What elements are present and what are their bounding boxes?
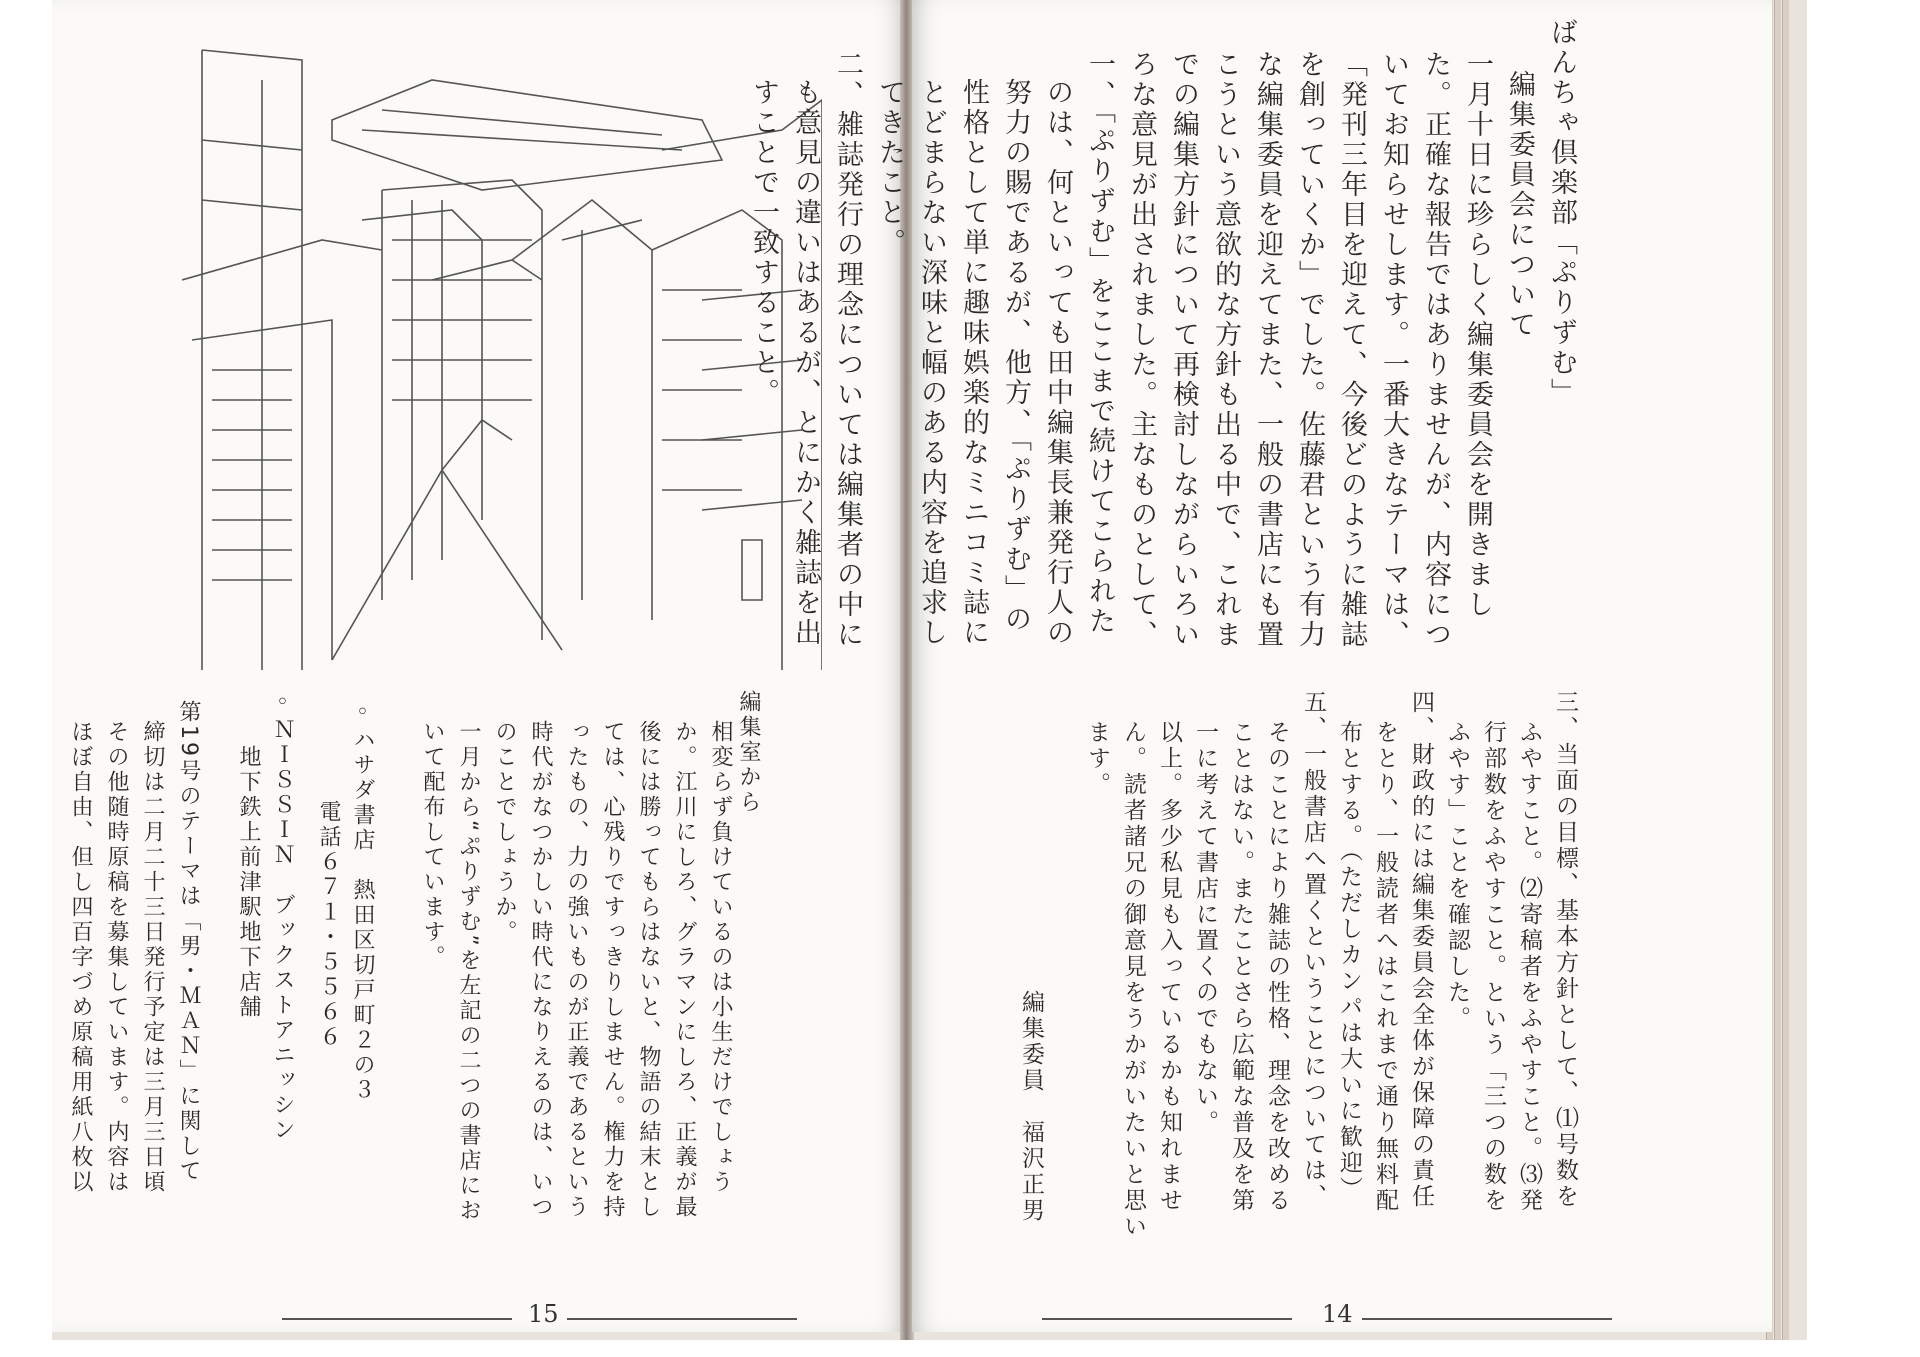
editor-note-column: ては、心残りですっきりしません。権力を持	[600, 720, 625, 1220]
article-column: 性格として単に趣味娯楽的なミニコミ誌に	[958, 78, 989, 648]
editor-note-column: 時代がなつかしい時代になりえるのは、いつ	[528, 720, 553, 1220]
article-column: ふやす」ことを確認した。	[1444, 720, 1470, 1032]
article-column: こうという意欲的な方針も出る中で、これま	[1210, 50, 1241, 650]
article-column: 「発刊三年目を迎えて、今後どのように雑誌	[1336, 50, 1367, 650]
page-number: 14	[1322, 1300, 1353, 1328]
footer-rule	[282, 1318, 512, 1320]
page-edge	[1774, 0, 1781, 1340]
footer-rule	[1362, 1318, 1612, 1320]
bookstore-phone: 電話６７１・５５６６	[316, 800, 341, 1050]
article-column: とどまらない深味と幅のある内容を追求し	[916, 78, 947, 648]
article-column: 一に考えて書店に置くのでもない。	[1192, 720, 1218, 1136]
article-column: すことで一致すること。	[748, 78, 779, 408]
call-for-manuscripts-column: 締切は二月二十三日発行予定は三月三日頃	[140, 720, 165, 1195]
call-for-manuscripts-column: ほぼ自由、但し四百字づめ原稿用紙八枚以	[68, 720, 93, 1195]
article-column: ます。	[1084, 720, 1110, 798]
article-column: 布とする。（ただしカンパは大いに歓迎）	[1336, 720, 1362, 1203]
street-sketch-illustration	[182, 40, 822, 670]
call-for-manuscripts-column: その他随時原稿を募集しています。内容は	[104, 720, 129, 1195]
article-column: ことはない。またことさら広範な普及を第	[1228, 720, 1254, 1214]
article-column: をとり、一般読者へはこれまで通り無料配	[1372, 720, 1398, 1214]
article-column: 五、一般書店へ置くということについては、	[1300, 690, 1326, 1210]
call-for-manuscripts-column: 第19号のテーマは「男・ＭＡＮ」に関して	[176, 700, 201, 1184]
page-number: 15	[528, 1300, 559, 1328]
article-column: 努力の賜であるが、他方、「ぷりずむ」の	[1000, 78, 1031, 635]
footer-rule	[567, 1318, 797, 1320]
article-column: での編集方針について再検討しながらいろい	[1168, 50, 1199, 650]
footer-rule	[1042, 1318, 1292, 1320]
editor-note-column: 相変らず負けているのは小生だけでしょう	[708, 720, 733, 1195]
article-column: を創っていくか」でした。佐藤君という有力	[1294, 50, 1325, 650]
article-column: な編集委員を迎えてまた、一般の書店にも置	[1252, 50, 1283, 650]
editor-note-column: か。江川にしろ、グラマンにしろ、正義が最	[672, 720, 697, 1220]
article-column: ふやすこと。⑵寄稿者をふやすこと。⑶発	[1516, 720, 1542, 1214]
editor-note-column: ったもの、力の強いものが正義であるという	[564, 720, 589, 1220]
article-column: 行部数をふやすこと。という「三つの数を	[1480, 720, 1506, 1214]
editor-note-column: 編集室から	[736, 690, 761, 815]
article-column: 四、財政的には編集委員会全体が保障の責任	[1408, 690, 1434, 1210]
article-column: 三、当面の目標、基本方針として、⑴号数を	[1552, 690, 1578, 1210]
bookstore-listing: ◦ハサダ書店 熱田区切戸町２の３	[350, 700, 375, 1103]
author-signature: 編集委員 福沢正男	[1018, 990, 1044, 1224]
article-column: ろな意見が出されました。主なものとして、	[1126, 50, 1157, 650]
article-subtitle: 編集委員会について	[1504, 70, 1535, 340]
article-column: も意見の違いはあるが、とにかく雑誌を出	[790, 78, 821, 648]
article-column: た。正確な報告ではありませんが、内容につ	[1420, 50, 1451, 650]
article-column: 以上。多少私見も入っているかも知れませ	[1156, 720, 1182, 1214]
article-column: いてお知らせします。一番大きなテーマは、	[1378, 50, 1409, 650]
article-column: 一月十日に珍らしく編集委員会を開きまし	[1462, 50, 1493, 620]
article-column: ん。読者諸兄の御意見をうかがいたいと思い	[1120, 720, 1146, 1240]
article-title: ばんちゃ倶楽部「ぷりずむ」	[1546, 18, 1577, 408]
editor-note-column: いて配布しています。	[420, 720, 445, 970]
article-column: 二、雑誌発行の理念については編集者の中に	[832, 50, 863, 650]
bookstore-listing: ◦ＮＩＳＳＩＮ ブックストアニッシン	[270, 690, 295, 1143]
article-column: てきたこと。	[874, 78, 905, 258]
bookstore-address: 地下鉄上前津駅地下店舗	[236, 745, 261, 1020]
article-column: そのことにより雑誌の性格、理念を改める	[1264, 720, 1290, 1214]
editor-note-column: 後には勝ってもらはないと、物語の結末とし	[636, 720, 661, 1220]
article-column: 一、「ぷりずむ」をここまで続けてこられた	[1084, 50, 1115, 637]
editor-note-column: 一月から“ぷりずむ”を左記の二つの書店にお	[456, 720, 481, 1224]
editor-note-column: のことでしょうか。	[492, 720, 517, 945]
page-edge	[1782, 0, 1789, 1340]
article-column: のは、何といっても田中編集長兼発行人の	[1042, 78, 1073, 648]
